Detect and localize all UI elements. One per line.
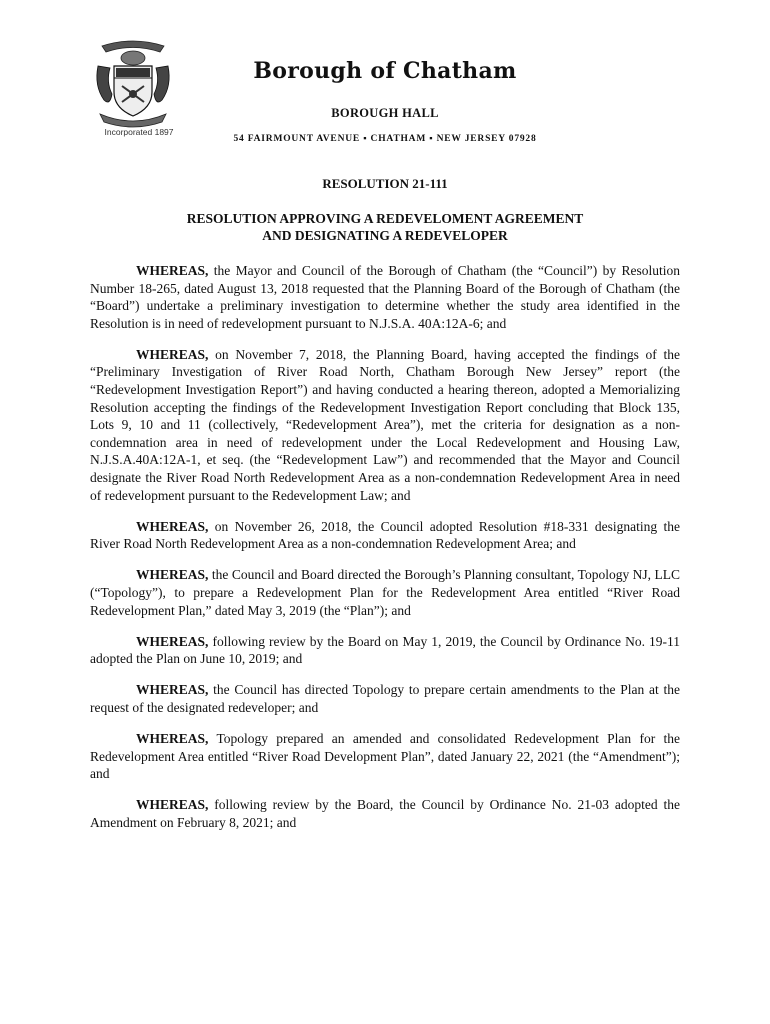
whereas-lead: WHEREAS, (136, 567, 209, 583)
paragraph-text: following review by the Board on May 1, 2019, the Council by Ordinance No. 19-11 adopted the Plan on June 10, 2019; and (90, 633, 680, 667)
paragraph-text: on November 7, 2018, the Planning Board, having accepted the findings of the “Preliminary Investigation of River Road North, Chatham Borough New Jersey” report (the “Redevelopment Investigation Report”) and having conducted a hearing thereon, adopted a Memorializing Resolution accepting the findings of the Redevelopment Investigation Report concluding that Block 135, Lots 9, 10 and 11 (collectively, “Redevelopment Area”), met the criteria for designation as a non-condemnation area in need of redevelopment under the Local Redevelopment and Housing Law, N.J.S.A.40A:12A-1, et seq. (the “Redevelopment Law”) and recommended that the Mayor and Council designate the River Road North Redevelopment Area as a non-condemnation Redevelopment Area in need of redevelopment pursuant to the Redevelopment Law; and (90, 346, 680, 503)
resolution-title (90, 210, 680, 244)
whereas-lead: WHEREAS, (136, 263, 209, 278)
resolution-number: RESOLUTION 21-111 (322, 176, 448, 191)
paragraph-text: on November 26, 2018, the Council adopted Resolution #18-331 designating the River Road North Redevelopment Area as a non-condemnation Redevelopment Area; and (90, 518, 680, 552)
paragraph-text: the Council has directed Topology to prepare certain amendments to the Plan at the request of the designated redeveloper; and (90, 682, 680, 715)
borough-seal-icon (92, 36, 174, 128)
paragraph-text: following review by the Board, the Council by Ordinance No. 21-03 adopted the Amendment on February 8, 2021; and (90, 797, 680, 830)
borough-hall-label: BOROUGH HALL (331, 106, 439, 120)
paragraph-text: Topology prepared an amended and consolidated Redevelopment Plan for the Redevelopment Area entitled “River Road Development Plan”, dated January 22, 2021 (the “Amendment”); and (90, 731, 680, 782)
whereas-paragraph (90, 730, 680, 783)
whereas-lead: WHEREAS, (136, 682, 209, 698)
whereas-lead: WHEREAS, (136, 731, 209, 747)
whereas-lead: WHEREAS, (136, 346, 209, 362)
resolution-title-line-2: AND DESIGNATING A REDEVELOPER (262, 228, 508, 243)
whereas-paragraph (90, 346, 680, 504)
resolution-title-line-1: RESOLUTION APPROVING A REDEVELOMENT AGREEMENT (186, 211, 584, 226)
whereas-lead: WHEREAS, (136, 797, 209, 813)
borough-title: Borough of Chatham (253, 58, 517, 84)
whereas-lead: WHEREAS, (136, 633, 209, 649)
resolution-body (90, 262, 680, 845)
whereas-paragraph (90, 681, 680, 716)
whereas-paragraph (90, 262, 680, 332)
paragraph-text: the Mayor and Council of the Borough of Chatham (the “Council”) by Resolution Number 18-265, dated August 13, 2018 requested that the Planning Board of the Borough of Chatham (the “Board”) undertake a preliminary investigation to determine whether the study area identified in the Resolution is in need of redevelopment pursuant to N.J.S.A. 40A:12A-6; and (90, 263, 680, 331)
paragraph-text: the Council and Board directed the Borough’s Planning consultant, Topology NJ, LLC (“Topology”), to prepare a Redevelopment Plan for the Redevelopment Area entitled “River Road Redevelopment Plan,” dated May 3, 2019 (the “Plan”); and (90, 567, 680, 618)
whereas-paragraph (90, 796, 680, 831)
whereas-paragraph (90, 633, 680, 668)
incorporated-note: Incorporated 1897 (104, 127, 174, 137)
whereas-paragraph (90, 566, 680, 619)
whereas-lead: WHEREAS, (136, 518, 209, 534)
address-line: 54 FAIRMOUNT AVENUE ▪ CHATHAM ▪ NEW JERSEY 07928 (233, 134, 537, 144)
whereas-paragraph (90, 518, 680, 553)
